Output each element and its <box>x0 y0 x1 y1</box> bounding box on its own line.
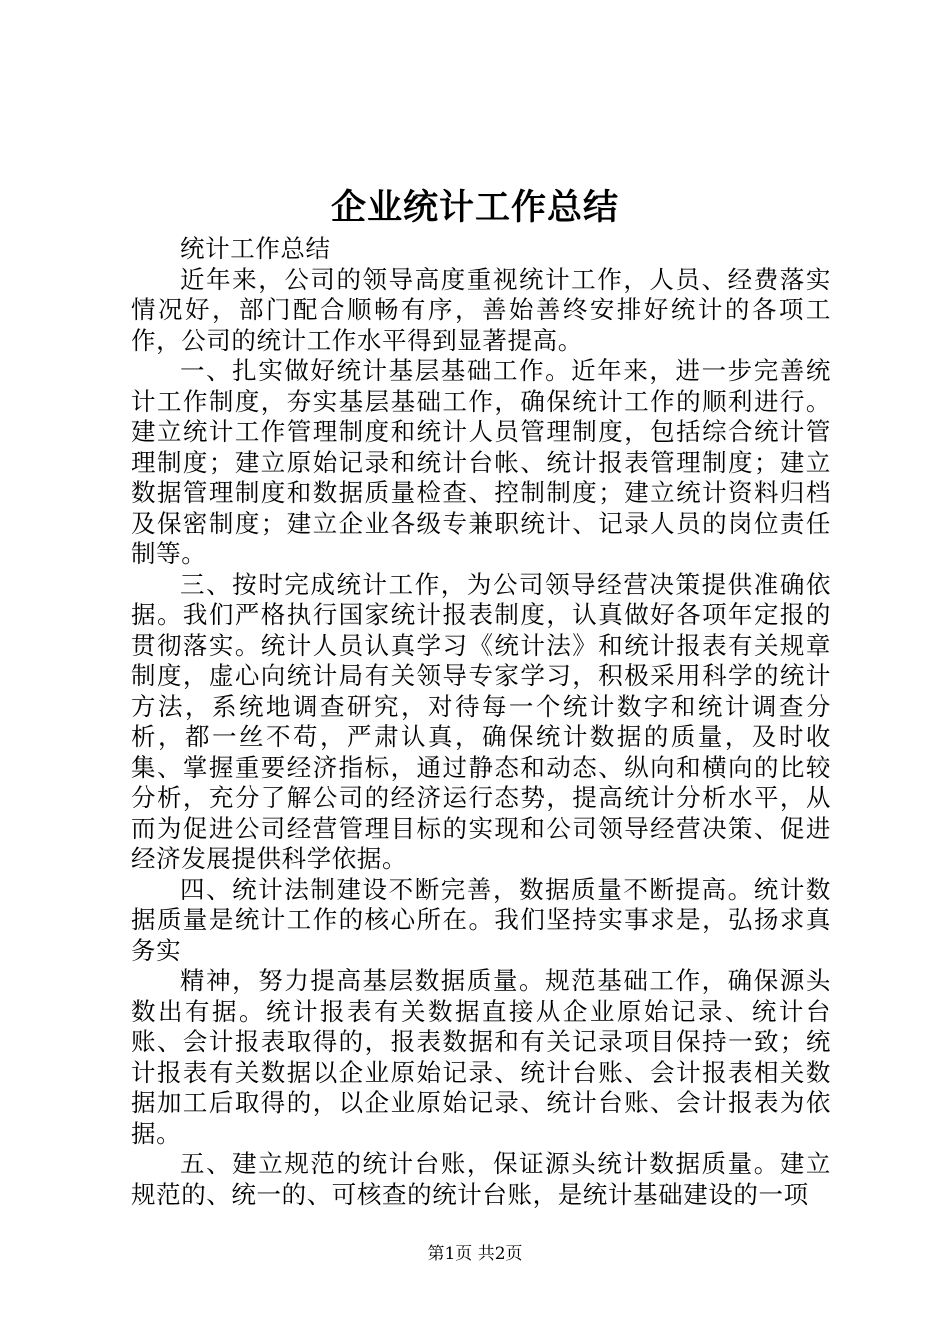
paragraph-section-4: 四、统计法制建设不断完善，数据质量不断提高。统计数据质量是统计工作的核心所在。我们坚持实事求是，弘扬求真务实 <box>131 874 831 965</box>
document-title: 企业统计工作总结 <box>330 187 619 228</box>
paragraph-section-4-continued: 精神，努力提高基层数据质量。规范基础工作，确保源头数出有据。统计报表有关数据直接从企业原始记录、统计台账、会计报表取得的，报表数据和有关记录项目保持一致；统计报表有关数据以企业原始记录、统计台账、会计报表相关数据加工后取得的，以企业原始记录、统计台账、会计报表为依据。 <box>131 966 831 1148</box>
paragraph-subtitle: 统计工作总结 <box>180 234 331 263</box>
paragraph-section-1: 一、扎实做好统计基层基础工作。近年来，进一步完善统计工作制度，夯实基层基础工作，确保统计工作的顺利进行。建立统计工作管理制度和统计人员管理制度，包括综合统计管理制度；建立原始记录和统计台帐、统计报表管理制度；建立数据管理制度和数据质量检查、控制制度；建立统计资料归档及保密制度；建立企业各级专兼职统计、记录人员的岗位责任制等。 <box>131 356 831 568</box>
page-number-footer: 第1页 共2页 <box>427 1244 523 1264</box>
paragraph-intro: 近年来，公司的领导高度重视统计工作，人员、经费落实情况好，部门配合顺畅有序，善始善终安排好统计的各项工作，公司的统计工作水平得到显著提高。 <box>131 264 831 355</box>
paragraph-section-3: 三、按时完成统计工作，为公司领导经营决策提供准确依据。我们严格执行国家统计报表制度，认真做好各项年定报的贯彻落实。统计人员认真学习《统计法》和统计报表有关规章制度，虚心向统计局有关领导专家学习，积极采用科学的统计方法，系统地调查研究，对待每一个统计数字和统计调查分析，都一丝不苟，严肃认真，确保统计数据的质量，及时收集、掌握重要经济指标，通过静态和动态、纵向和横向的比较分析，充分了解公司的经济运行态势，提高统计分析水平，从而为促进公司经营管理目标的实现和公司领导经营决策、促进经济发展提供科学依据。 <box>131 569 831 873</box>
document-body <box>131 234 831 1210</box>
paragraph-section-5: 五、建立规范的统计台账，保证源头统计数据质量。建立规范的、统一的、可核查的统计台账，是统计基础建设的一项 <box>131 1149 831 1209</box>
